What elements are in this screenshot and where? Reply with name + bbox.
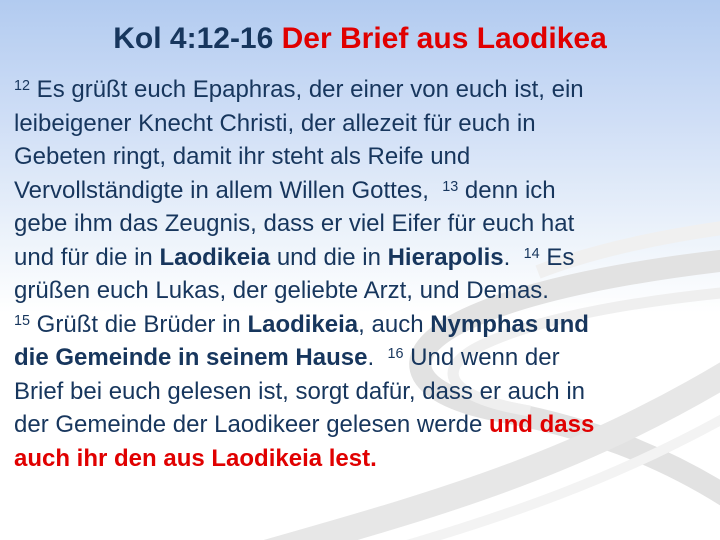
verse-number-superscript: 15 [14,312,31,329]
verse-text-block [14,73,718,475]
text-segment: gebe ihm das Zeugnis, dass er viel Eifer für euch hat [14,210,575,237]
text-segment: Laodikeia [159,243,271,271]
body-line [14,308,718,342]
body-line [14,241,718,275]
text-segment: Laodikeia [247,310,359,338]
text-segment: . [367,344,388,371]
verse-number-superscript: 13 [442,178,459,195]
verse-number-superscript: 14 [523,245,540,262]
body-line [14,274,718,308]
slide-title [0,20,720,58]
verse-number-superscript: 16 [387,346,404,363]
text-segment: denn ich [458,176,556,204]
text-segment: die Gemeinde in seinem Hause [14,344,368,371]
text-segment: Es [539,243,575,271]
text-segment: Vervollständigte in allem Willen Gottes, [14,176,443,204]
text-segment: . [503,243,524,271]
text-segment: und dass [488,411,595,438]
body-line [14,442,718,476]
text-segment: und für die in [14,243,160,271]
body-line [14,341,718,375]
text-segment: Hierapolis [387,243,504,271]
body-line [14,140,718,174]
text-segment: Grüßt die Brüder in [30,310,248,338]
text-segment: leibeigener Knecht Christi, der allezeit für euch in [14,109,536,137]
text-segment: Brief bei euch gelesen ist, sorgt dafür, dass er auch in [14,377,585,405]
body-line [14,174,718,208]
text-segment: auch ihr den aus Laodikeia lest. [14,444,377,472]
text-segment: , auch [358,310,431,338]
body-line [14,107,718,141]
body-line [14,73,718,107]
text-segment: der Gemeinde der Laodikeer gelesen werde [14,411,489,438]
body-line [14,375,718,409]
text-segment: Es grüßt euch Epaphras, der einer von euch ist, ein [30,76,584,103]
text-segment: Nymphas und [430,310,589,338]
body-line [14,408,718,442]
text-segment: Kol 4:12-16 [113,22,282,55]
body-line [14,207,718,241]
text-segment: Der Brief aus Laodikea [281,22,607,55]
text-segment: Gebeten ringt, damit ihr steht als Reife und [14,143,471,170]
verse-number-superscript: 12 [14,78,31,95]
text-segment: grüßen euch Lukas, der geliebte Arzt, und Demas. [14,277,549,304]
text-segment: und die in [270,243,388,271]
text-segment: Und wenn der [403,344,560,371]
